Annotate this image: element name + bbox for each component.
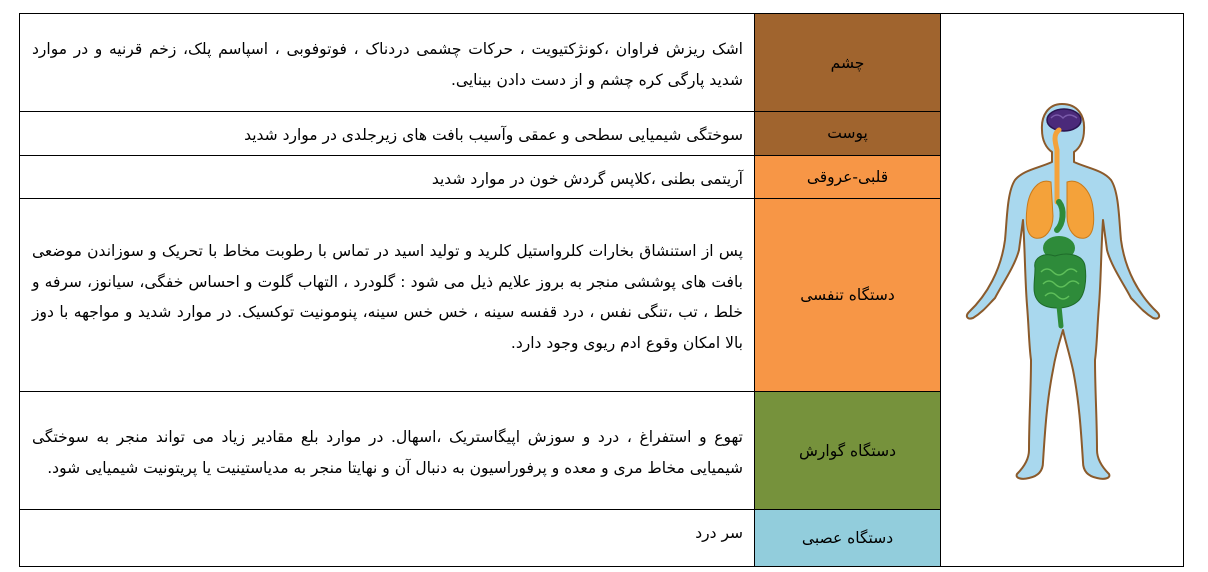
effect-cell: تهوع و استفراغ ، درد و سوزش اپیگاستریک ،اسهال. در موارد بلع مقادیر زیاد می تواند منجر به سوختگی شیمیایی مخاط مری و معده و پرفوراسیون به دنبال آن و نهایتا منجر به مدیاستینیت یا پریتونیت شیمیایی شود. [20, 392, 755, 510]
organ-cell-respiratory: دستگاه تنفسی [755, 199, 941, 392]
effect-cell: سوختگی شیمیایی سطحی و عمقی وآسیب بافت های زیرجلدی در موارد شدید [20, 112, 755, 156]
table-row [20, 14, 1184, 112]
symptoms-table [19, 13, 1184, 567]
effect-cell: آریتمی بطنی ،کلاپس گردش خون در موارد شدید [20, 155, 755, 199]
organ-cell-nervous: دستگاه عصبی [755, 510, 941, 567]
organ-cell-digestive: دستگاه گوارش [755, 392, 941, 510]
organ-cell-skin: پوست [755, 112, 941, 156]
human-body-anatomy-icon [947, 90, 1177, 490]
effect-cell: اشک ریزش فراوان ،کونژکتیویت ، حرکات چشمی دردناک ، فوتوفوبی ، اسپاسم پلک، زخم قرنیه و در موارد شدید پارگی کره چشم و از دست دادن بینایی. [20, 14, 755, 112]
effect-cell: سر درد [20, 510, 755, 567]
organ-cell-cardiovascular: قلبی-عروقی [755, 155, 941, 199]
effect-cell: پس از استنشاق بخارات کلرواستیل کلرید و تولید اسید در تماس با رطوبت مخاط با تحریک و سوزاندن موضعی بافت های پوششی منجر به بروز علایم ذیل می شود : گلودرد ، التهاب گلوت و احساس خفگی، سیانوز، سرفه و خلط ، تب ،تنگی نفس ، درد قفسه سینه ، خس خس سینه، پنومونیت توکسیک. در موارد شدید و مواجهه با دوز بالا امکان وقوع ادم ریوی وجود دارد. [20, 199, 755, 392]
organ-cell-eye: چشم [755, 14, 941, 112]
human-body-figure [941, 14, 1184, 567]
